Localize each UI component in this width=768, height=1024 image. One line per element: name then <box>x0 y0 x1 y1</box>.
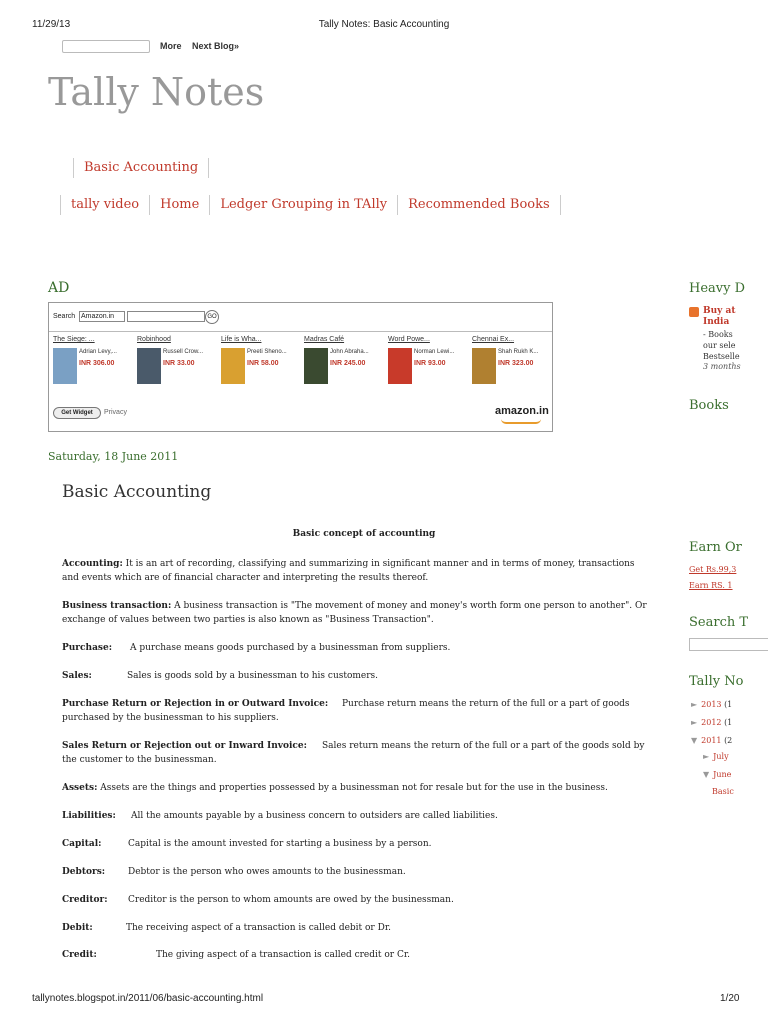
definition-purchase <box>62 641 652 655</box>
collapse-arrow-icon[interactable]: ▼ <box>703 770 710 779</box>
product-author: Norman Lewi... <box>414 349 455 355</box>
term: Liabilities: <box>62 811 116 821</box>
term: Accounting: <box>62 559 123 569</box>
term: Assets: <box>62 783 98 793</box>
sidebar-heading-heavy-discounts: Heavy D <box>689 281 746 296</box>
blogger-feed-icon <box>689 307 699 317</box>
navbar-more-link[interactable]: More <box>160 41 182 51</box>
print-date: 11/29/13 <box>32 19 71 30</box>
archive-year-2012[interactable] <box>691 718 732 727</box>
expand-arrow-icon[interactable]: ► <box>691 700 698 709</box>
definition: Sales return means the return of the full or a part of the goods sold by the customer to the businessman. <box>62 741 645 765</box>
archive-year-2011[interactable] <box>691 736 732 745</box>
print-title: Tally Notes: Basic Accounting <box>318 19 450 30</box>
definition: The giving aspect of a transaction is called credit or Cr. <box>156 950 411 960</box>
term: Credit: <box>62 950 97 960</box>
archive-month-june[interactable] <box>703 770 731 779</box>
term: Debtors: <box>62 867 106 877</box>
archive-count: (1 <box>724 700 733 709</box>
expand-arrow-icon[interactable]: ► <box>691 718 698 727</box>
navbar-next-blog-link[interactable]: Next Blog» <box>192 41 240 51</box>
sidebar-post-age: 3 months <box>703 362 741 371</box>
definition-liabilities <box>62 809 652 823</box>
archive-year[interactable]: 2013 <box>701 700 722 709</box>
page-tabs-secondary <box>60 195 561 215</box>
definition-creditor <box>62 893 652 907</box>
term: Debit: <box>62 923 93 933</box>
archive-month[interactable]: July <box>713 752 729 761</box>
product-title[interactable]: The Siege: ... <box>53 336 95 343</box>
sidebar-heading-earn-online: Earn Or <box>689 540 742 555</box>
archive-month-july[interactable] <box>703 752 729 761</box>
buy-line-1[interactable]: Buy at <box>703 306 736 316</box>
collapse-arrow-icon[interactable]: ▼ <box>691 736 698 745</box>
sidebar-buy-link[interactable] <box>703 306 736 328</box>
expand-arrow-icon[interactable]: ► <box>703 752 710 761</box>
definition-sales-return <box>62 739 652 767</box>
product-cover-image[interactable] <box>221 348 245 384</box>
ad-product[interactable] <box>53 336 135 396</box>
amazon-widget <box>48 302 553 432</box>
page-tabs-primary <box>73 158 209 178</box>
desc-line-3: Bestselle <box>703 352 740 361</box>
definition: It is an art of recording, classifying and summarizing in significant manner and in terms of money, transactions and events which are of financial character and interpreting the results thereof. <box>62 559 635 583</box>
ad-go-button[interactable]: GO <box>205 310 219 324</box>
definition: Purchase return means the return of the full or a part of goods purchased by the businessman to his suppliers. <box>62 699 630 723</box>
product-price: INR 58.00 <box>247 360 279 367</box>
ad-product[interactable] <box>137 336 219 396</box>
print-page-number: 1/20 <box>720 993 740 1004</box>
archive-year[interactable]: 2012 <box>701 718 722 727</box>
sidebar-heading-archive: Tally No <box>689 674 744 689</box>
product-title[interactable]: Word Powe... <box>388 336 430 343</box>
archive-year[interactable]: 2011 <box>701 736 722 745</box>
tab-ledger-grouping[interactable]: Ledger Grouping in TAlly <box>209 195 397 215</box>
term: Creditor: <box>62 895 108 905</box>
product-title[interactable]: Robinhood <box>137 336 171 343</box>
definition-capital <box>62 837 652 851</box>
definition: The receiving aspect of a transaction is called debit or Dr. <box>126 923 391 933</box>
product-author: Preeti Sheno... <box>247 349 287 355</box>
tab-recommended-books[interactable]: Recommended Books <box>397 195 561 215</box>
print-url: tallynotes.blogspot.in/2011/06/basic-accounting.html <box>32 993 264 1004</box>
desc-line-2: our sele <box>703 341 736 350</box>
archive-month[interactable]: June <box>713 770 732 779</box>
product-author: John Abraha... <box>330 349 369 355</box>
blog-title[interactable]: Tally Notes <box>48 70 265 114</box>
product-author: Russell Crow... <box>163 349 204 355</box>
product-cover-image[interactable] <box>53 348 77 384</box>
sidebar-heading-search: Search T <box>689 615 749 630</box>
amazon-smile-icon <box>501 419 541 424</box>
archive-count: (2 <box>724 736 733 745</box>
term: Sales Return or Rejection out or Inward Invoice: <box>62 741 307 751</box>
term: Purchase Return or Rejection in or Outward Invoice: <box>62 699 329 709</box>
ad-divider <box>49 331 552 332</box>
product-author: Shah Rukh K... <box>498 349 539 355</box>
definition: Sales is goods sold by a businessman to his customers. <box>127 671 379 681</box>
product-cover-image[interactable] <box>388 348 412 384</box>
definition-business-transaction <box>62 599 652 627</box>
product-cover-image[interactable] <box>304 348 328 384</box>
definition-sales <box>62 669 652 683</box>
ad-product[interactable] <box>388 336 470 396</box>
amazon-logo[interactable]: amazon.in <box>495 405 549 417</box>
tab-tally-video[interactable]: tally video <box>60 195 149 215</box>
definition-assets <box>62 781 652 795</box>
archive-post-basic-accounting[interactable]: Basic <box>712 787 734 796</box>
term: Business transaction: <box>62 601 172 611</box>
definition: A purchase means goods purchased by a businessman from suppliers. <box>130 643 451 653</box>
product-title[interactable]: Life is Wha... <box>221 336 262 343</box>
definition: All the amounts payable by a business concern to outsiders are called liabilities. <box>131 811 498 821</box>
archive-year-2013[interactable] <box>691 700 732 709</box>
definition: Creditor is the person to whom amounts are owed by the businessman. <box>128 895 454 905</box>
post-title[interactable]: Basic Accounting <box>62 482 212 502</box>
ad-search-label: Search <box>53 313 76 320</box>
sidebar-earn-link-1[interactable]: Get Rs.99,3 <box>689 565 737 574</box>
product-price: INR 93.00 <box>414 360 446 367</box>
ad-privacy-link[interactable]: Privacy <box>104 409 127 416</box>
buy-line-2[interactable]: India <box>703 317 730 327</box>
definition: Debtor is the person who owes amounts to the businessman. <box>128 867 406 877</box>
sidebar-heading-books: Books <box>689 398 729 413</box>
product-cover-image[interactable] <box>472 348 496 384</box>
product-price: INR 33.00 <box>163 360 195 367</box>
ad-store-select[interactable]: Amazon.in <box>79 311 125 322</box>
definition: A business transaction is "The movement of money and money's worth form one person to another". Or exchange of values between two parties is also known as "Business Transaction". <box>62 601 647 625</box>
product-price: INR 306.00 <box>79 360 115 367</box>
term: Capital: <box>62 839 102 849</box>
sidebar-buy-description <box>703 329 740 362</box>
archive-count: (1 <box>724 718 733 727</box>
product-title[interactable]: Chennai Ex... <box>472 336 515 343</box>
product-price: INR 245.00 <box>330 360 366 367</box>
term: Purchase: <box>62 643 113 653</box>
get-widget-button[interactable]: Get Widget <box>53 407 101 419</box>
tab-basic-accounting[interactable]: Basic Accounting <box>73 158 209 178</box>
definition-accounting <box>62 557 652 585</box>
tab-home[interactable]: Home <box>149 195 209 215</box>
ad-product[interactable] <box>304 336 386 396</box>
ad-product[interactable] <box>472 336 554 396</box>
ad-heading: AD <box>48 280 70 296</box>
product-author: Adrian Levy,... <box>79 349 117 355</box>
post-subheading: Basic concept of accounting <box>292 529 436 539</box>
navbar-search-input[interactable] <box>62 40 150 53</box>
ad-product[interactable] <box>221 336 303 396</box>
definition-purchase-return <box>62 697 652 725</box>
product-title[interactable]: Madras Café <box>304 336 345 343</box>
product-price: INR 323.00 <box>498 360 534 367</box>
sidebar-search-input[interactable] <box>689 638 768 651</box>
post-date: Saturday, 18 June 2011 <box>48 450 179 463</box>
definition: Assets are the things and properties possessed by a businessman not for resale but for the use in the business. <box>97 783 608 793</box>
desc-line-1: - Books <box>703 330 733 339</box>
definition: Capital is the amount invested for starting a business by a person. <box>128 839 432 849</box>
product-cover-image[interactable] <box>137 348 161 384</box>
definition-credit <box>62 948 652 962</box>
definition-debit <box>62 921 652 935</box>
sidebar-earn-link-2[interactable]: Earn RS. 1 <box>689 581 733 590</box>
ad-search-input[interactable] <box>127 311 205 322</box>
definition-debtors <box>62 865 652 879</box>
term: Sales: <box>62 671 92 681</box>
